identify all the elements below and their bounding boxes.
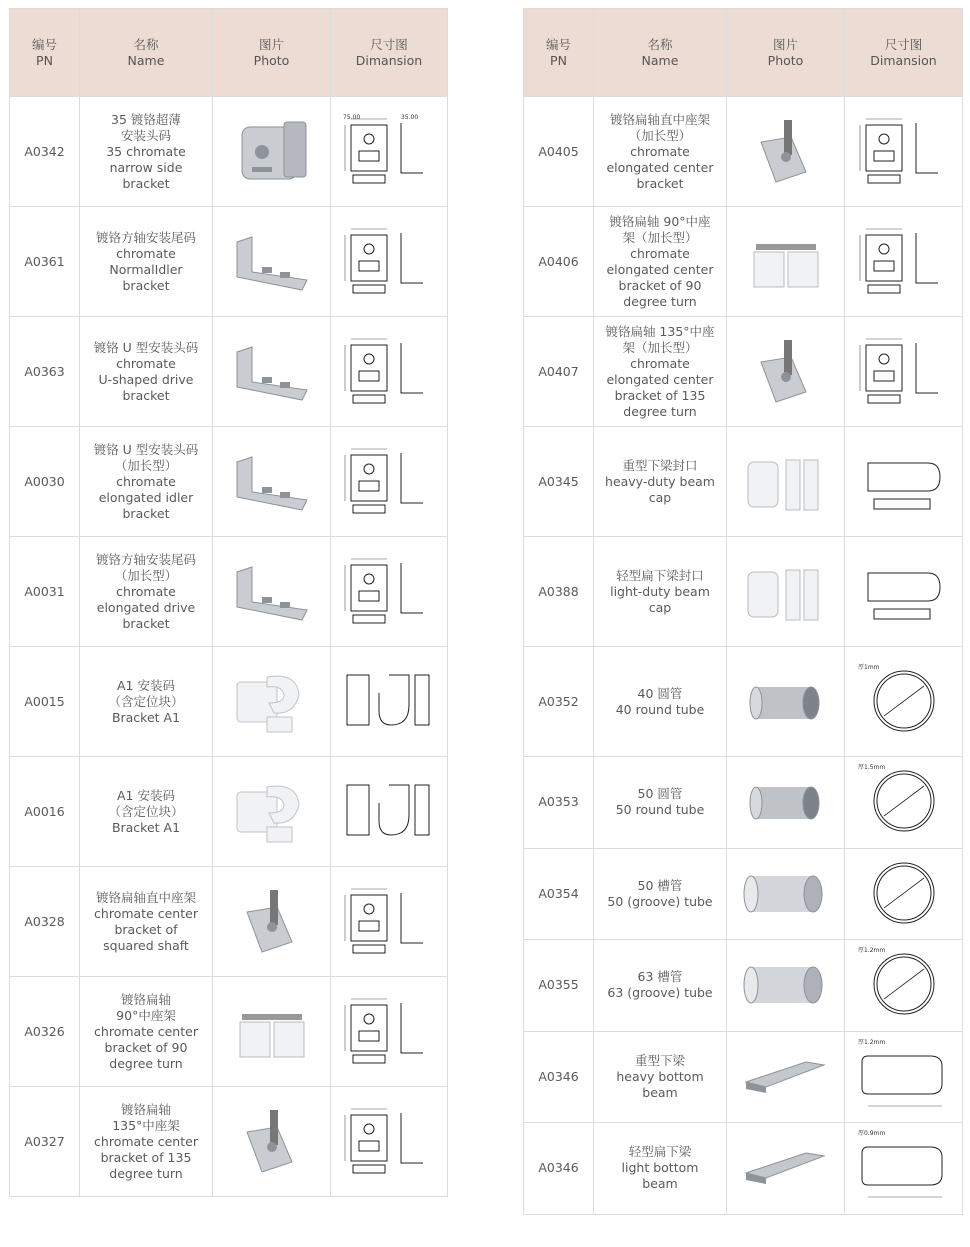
left-catalog-table <box>9 8 448 1197</box>
part-name-line: 架（加长型） <box>622 229 698 245</box>
part-photo-cell <box>213 647 331 757</box>
part-name-line: bracket of 90 <box>104 1039 188 1055</box>
part-name-line: 135°中座架 <box>112 1117 180 1133</box>
groove-tube-photo <box>736 945 836 1025</box>
part-name-line: 镀铬方轴安装尾码 <box>95 551 196 567</box>
right-header-row <box>524 9 963 97</box>
part-name <box>80 647 213 757</box>
pn-header: 编号 PN <box>524 9 594 97</box>
part-name-line: （加长型） <box>114 567 178 583</box>
part-name-line: degree turn <box>623 293 697 309</box>
part-number: A0327 <box>10 1087 80 1197</box>
dimension-drawing-cell <box>331 427 448 537</box>
l-bracket-photo <box>222 222 322 302</box>
tube-section-drawing <box>854 761 954 843</box>
part-name-line: 架（加长型） <box>622 339 698 355</box>
bracket-plate-photo <box>222 112 322 192</box>
table-row <box>10 427 448 537</box>
dimension-label: 75.00 <box>343 113 361 121</box>
part-name-line: Bracket A1 <box>111 709 181 725</box>
dimension-drawing-cell <box>845 940 963 1032</box>
dimension-drawing-cell <box>331 977 448 1087</box>
part-name-line: 镀铬 U 型安装头码 <box>93 339 199 355</box>
part-photo-cell <box>727 207 845 317</box>
cap-drawing <box>854 551 954 633</box>
bracket-front-drawing <box>854 331 954 413</box>
part-name <box>80 317 213 427</box>
bracket-side-drawing <box>854 111 954 193</box>
part-name-line: A1 安装码 <box>117 677 175 693</box>
part-name-line: bracket <box>122 175 170 191</box>
part-name-line: bracket <box>122 387 170 403</box>
part-name-line: bracket <box>122 615 170 631</box>
table-row <box>524 848 963 940</box>
bracket-side-drawing <box>339 221 439 303</box>
table-row <box>524 1123 963 1215</box>
table-row <box>524 207 963 317</box>
part-photo-cell <box>727 317 845 427</box>
bracket-side-drawing <box>339 551 439 633</box>
bracket-side-drawing <box>339 441 439 523</box>
part-name-line: NormalIdler <box>109 261 183 277</box>
beam-photo <box>736 1128 836 1208</box>
part-name-line: 40 圆管 <box>637 685 683 701</box>
part-name-line: 90°中座架 <box>116 1007 176 1023</box>
part-name-line: beam <box>642 1176 678 1192</box>
part-name-line: heavy-duty beam <box>605 473 715 489</box>
double-bracket-photo <box>736 222 836 302</box>
part-number: A0016 <box>10 757 80 867</box>
part-name-line: degree turn <box>109 1055 183 1071</box>
part-name-line: chromate <box>116 473 176 489</box>
table-row <box>10 647 448 757</box>
table-row <box>524 537 963 647</box>
bracket-side-drawing <box>339 331 439 413</box>
dimension-drawing-cell <box>845 1123 963 1215</box>
part-name-line: （加长型） <box>628 127 692 143</box>
part-name-line: bracket of 135 <box>614 387 706 403</box>
part-photo-cell <box>727 757 845 849</box>
table-row <box>10 977 448 1087</box>
part-name <box>594 647 727 757</box>
center-bracket-photo <box>222 1102 322 1182</box>
part-name <box>594 848 727 940</box>
part-photo-cell <box>213 757 331 867</box>
part-number: A0345 <box>524 427 594 537</box>
dimension-drawing-cell <box>331 1087 448 1197</box>
cap-photo <box>736 442 836 522</box>
part-number: A0363 <box>10 317 80 427</box>
center-bracket-photo <box>736 112 836 192</box>
part-photo-cell <box>727 1123 845 1215</box>
part-name-line: elongated center <box>606 159 714 175</box>
part-name-line: bracket <box>636 175 684 191</box>
part-photo-cell <box>213 1087 331 1197</box>
part-photo-cell <box>213 97 331 207</box>
dimension-drawing-cell <box>845 97 963 207</box>
part-name-line: 镀铬扁轴 135°中座 <box>605 323 715 339</box>
table-row <box>10 867 448 977</box>
part-name <box>594 97 727 207</box>
part-name-line: 镀铬扁轴直中座架 <box>609 111 710 127</box>
table-row <box>10 317 448 427</box>
table-row <box>524 317 963 427</box>
beam-photo <box>736 1037 836 1117</box>
part-name-line: 40 round tube <box>615 701 705 717</box>
part-name-line: 镀铬扁轴 <box>120 991 171 1007</box>
part-number: A0030 <box>10 427 80 537</box>
double-bracket-photo <box>222 992 322 1072</box>
name-header: 名称 Name <box>80 9 213 97</box>
dimension-header: 尺寸图 Dimansion <box>331 9 448 97</box>
part-name-line: 50 round tube <box>615 802 705 818</box>
part-number: A0328 <box>10 867 80 977</box>
part-number: A0388 <box>524 537 594 647</box>
part-name-line: narrow side <box>109 159 183 175</box>
bracket-front-drawing <box>339 111 439 193</box>
part-name <box>594 427 727 537</box>
tube-photo <box>736 762 836 842</box>
dimension-drawing-cell <box>331 317 448 427</box>
part-name-line: chromate center <box>94 1133 198 1149</box>
tube-photo <box>736 662 836 742</box>
part-name <box>594 537 727 647</box>
dimension-label: 厚1mm <box>857 663 880 671</box>
part-name-line: 35 chromate <box>106 143 186 159</box>
dimension-label: 厚1.2mm <box>857 1038 885 1046</box>
part-name-line: cap <box>648 489 672 505</box>
part-name-line: elongated idler <box>98 489 194 505</box>
part-name-line: 安装头码 <box>120 127 171 143</box>
cap-photo <box>736 552 836 632</box>
part-number: A0326 <box>10 977 80 1087</box>
part-name-line: light bottom <box>621 1160 699 1176</box>
dimension-drawing-cell <box>331 757 448 867</box>
part-name-line: chromate center <box>94 1023 198 1039</box>
a1-drawing <box>339 771 439 853</box>
part-name-line: 镀铬扁轴直中座架 <box>95 889 196 905</box>
part-name-line: light-duty beam <box>610 583 710 599</box>
dimension-drawing-cell <box>845 207 963 317</box>
part-photo-cell <box>727 848 845 940</box>
part-name-line: 轻型扁下梁封口 <box>616 567 704 583</box>
part-name-line: 50 圆管 <box>637 786 683 802</box>
part-name-line: elongated center <box>606 371 714 387</box>
part-name-line: chromate <box>116 583 176 599</box>
part-number: A0015 <box>10 647 80 757</box>
part-name-line: bracket of <box>114 921 178 937</box>
part-name-line: chromate <box>630 143 690 159</box>
bracket-side-drawing <box>339 881 439 963</box>
table-row <box>524 647 963 757</box>
beam-section-drawing <box>854 1036 954 1118</box>
part-number: A0406 <box>524 207 594 317</box>
part-name-line: squared shaft <box>103 937 189 953</box>
dimension-drawing-cell <box>845 848 963 940</box>
part-photo-cell <box>727 1031 845 1123</box>
white-bracket-photo <box>222 772 322 852</box>
part-number: A0354 <box>524 848 594 940</box>
part-photo-cell <box>213 977 331 1087</box>
table-row <box>10 97 448 207</box>
part-name-line: 35 镀铬超薄 <box>111 111 181 127</box>
table-row <box>10 757 448 867</box>
part-name-line: A1 安装码 <box>117 787 175 803</box>
tube-section-drawing <box>854 661 954 743</box>
table-row <box>524 97 963 207</box>
part-photo-cell <box>727 97 845 207</box>
photo-header: 图片 Photo <box>213 9 331 97</box>
center-bracket-photo <box>736 332 836 412</box>
pn-header: 编号 PN <box>10 9 80 97</box>
dimension-drawing-cell <box>845 757 963 849</box>
part-name-line: bracket of 135 <box>100 1149 192 1165</box>
part-name-line: 轻型扁下梁 <box>628 1144 692 1160</box>
cap-drawing <box>854 441 954 523</box>
center-bracket-photo <box>222 882 322 962</box>
part-name <box>594 317 727 427</box>
part-name-line: bracket of 90 <box>618 277 702 293</box>
part-name-line: 重型下梁 <box>634 1052 685 1068</box>
dimension-drawing-cell <box>331 537 448 647</box>
a1-drawing <box>339 661 439 743</box>
part-name-line: beam <box>642 1084 678 1100</box>
part-name-line: 镀铬 U 型安装头码 <box>93 441 199 457</box>
bracket-side-drawing <box>339 991 439 1073</box>
dimension-drawing-cell <box>845 537 963 647</box>
dimension-header: 尺寸图 Dimansion <box>845 9 963 97</box>
part-name-line: chromate <box>116 245 176 261</box>
name-header: 名称 Name <box>594 9 727 97</box>
part-name <box>594 940 727 1032</box>
part-number: A0353 <box>524 757 594 849</box>
part-number: A0405 <box>524 97 594 207</box>
part-name-line: chromate <box>630 245 690 261</box>
part-name-line: heavy bottom <box>616 1068 704 1084</box>
part-name-line: 50 槽管 <box>637 877 683 893</box>
table-row <box>10 1087 448 1197</box>
part-photo-cell <box>727 427 845 537</box>
dimension-drawing-cell <box>331 647 448 757</box>
part-photo-cell <box>727 940 845 1032</box>
beam-section-drawing <box>854 1127 954 1209</box>
part-name-line: Bracket A1 <box>111 819 181 835</box>
part-name-line: 镀铬扁轴 90°中座 <box>609 213 711 229</box>
part-name-line: （含定位块） <box>108 803 184 819</box>
right-catalog-table <box>523 8 963 1215</box>
part-name-line: 镀铬扁轴 <box>120 1101 171 1117</box>
part-name-line: chromate center <box>94 905 198 921</box>
left-header-row <box>10 9 448 97</box>
part-name <box>594 757 727 849</box>
table-row <box>524 940 963 1032</box>
part-photo-cell <box>727 647 845 757</box>
part-name-line: 63 槽管 <box>637 969 683 985</box>
table-row <box>10 537 448 647</box>
tube-section-drawing <box>854 853 954 935</box>
l-bracket-photo <box>222 332 322 412</box>
part-number: A0407 <box>524 317 594 427</box>
white-bracket-photo <box>222 662 322 742</box>
part-name-line: U-shaped drive <box>98 371 194 387</box>
dimension-label: 厚0.9mm <box>857 1130 885 1138</box>
part-name <box>80 97 213 207</box>
part-name-line: bracket <box>122 505 170 521</box>
part-name-line: bracket <box>122 277 170 293</box>
table-row <box>524 1031 963 1123</box>
part-number: A0352 <box>524 647 594 757</box>
part-photo-cell <box>213 317 331 427</box>
dimension-label: 35.00 <box>401 113 419 121</box>
dimension-label: 厚1.5mm <box>857 764 885 772</box>
part-name <box>80 867 213 977</box>
part-name <box>594 1031 727 1123</box>
part-number: A0346 <box>524 1123 594 1215</box>
dimension-drawing-cell <box>331 97 448 207</box>
part-name <box>80 537 213 647</box>
part-photo-cell <box>727 537 845 647</box>
table-row <box>524 757 963 849</box>
table-row <box>10 207 448 317</box>
part-name-line: chromate <box>630 355 690 371</box>
l-bracket-photo <box>222 442 322 522</box>
groove-tube-photo <box>736 854 836 934</box>
part-name-line: chromate <box>116 355 176 371</box>
dimension-drawing-cell <box>331 867 448 977</box>
tube-section-drawing <box>854 944 954 1026</box>
part-name-line: elongated drive <box>96 599 196 615</box>
part-name <box>594 1123 727 1215</box>
dimension-drawing-cell <box>845 427 963 537</box>
part-name <box>594 207 727 317</box>
part-number: A0342 <box>10 97 80 207</box>
part-name <box>80 1087 213 1197</box>
part-name <box>80 207 213 317</box>
part-name-line: elongated center <box>606 261 714 277</box>
part-number: A0031 <box>10 537 80 647</box>
table-row <box>524 427 963 537</box>
part-name-line: cap <box>648 599 672 615</box>
dimension-drawing-cell <box>845 1031 963 1123</box>
dimension-label: 厚1.2mm <box>857 947 885 955</box>
part-name-line: 重型下梁封口 <box>622 457 698 473</box>
part-name-line: 50 (groove) tube <box>607 893 713 909</box>
l-bracket-photo <box>222 552 322 632</box>
part-photo-cell <box>213 427 331 537</box>
part-number: A0346 <box>524 1031 594 1123</box>
part-name <box>80 427 213 537</box>
part-name-line: degree turn <box>109 1165 183 1181</box>
part-name-line: 63 (groove) tube <box>607 985 713 1001</box>
part-name-line: degree turn <box>623 403 697 419</box>
part-name <box>80 757 213 867</box>
part-number: A0361 <box>10 207 80 317</box>
dimension-drawing-cell <box>845 317 963 427</box>
bracket-front-drawing <box>339 1101 439 1183</box>
part-name-line: 镀铬方轴安装尾码 <box>95 229 196 245</box>
part-photo-cell <box>213 537 331 647</box>
part-photo-cell <box>213 207 331 317</box>
part-number: A0355 <box>524 940 594 1032</box>
dimension-drawing-cell <box>331 207 448 317</box>
part-name-line: （加长型） <box>114 457 178 473</box>
dimension-drawing-cell <box>845 647 963 757</box>
part-name-line: （含定位块） <box>108 693 184 709</box>
part-name <box>80 977 213 1087</box>
part-photo-cell <box>213 867 331 977</box>
bracket-side-drawing <box>854 221 954 303</box>
photo-header: 图片 Photo <box>727 9 845 97</box>
